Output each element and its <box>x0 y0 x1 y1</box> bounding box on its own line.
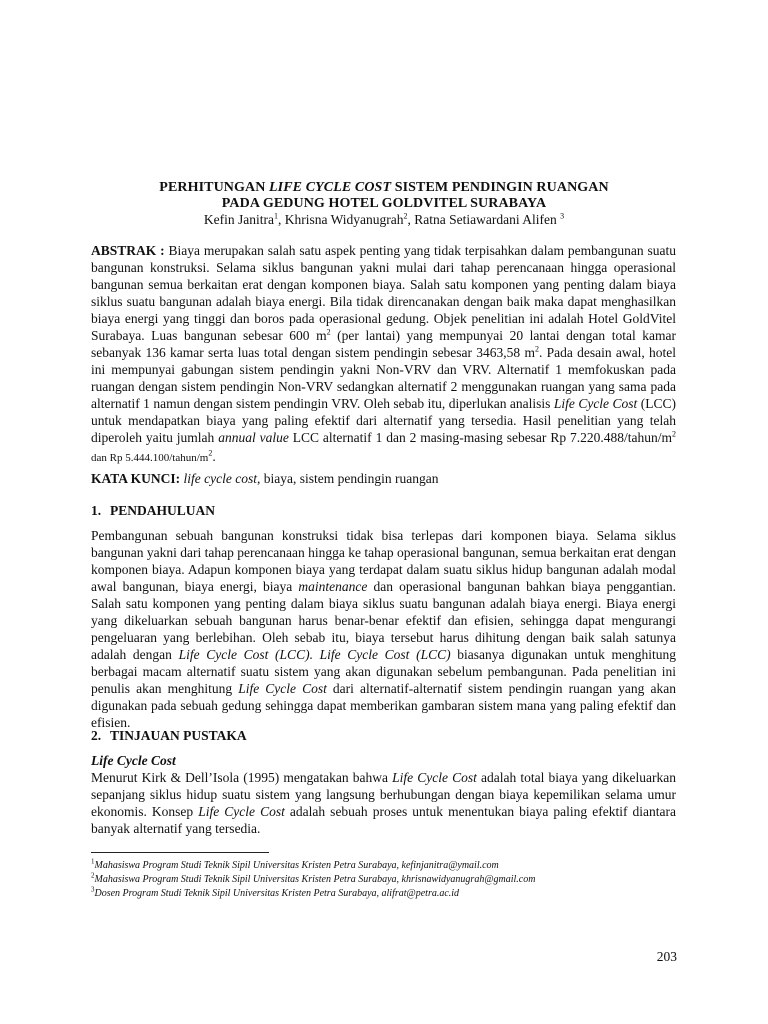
paper-title-line-1 <box>0 180 768 196</box>
paper-title-line-2: PADA GEDUNG HOTEL GOLDVITEL SURABAYA <box>221 196 547 211</box>
section-heading-tinjauan-pustaka: 2. TINJAUAN PUSTAKA <box>91 728 247 743</box>
author-name: Kefin Janitra <box>203 212 274 227</box>
footnote: $^1$Mahasiswa Program Studi Teknik Sipil Universitas Kristen Petra Surabaya, kefinjanitra@ymail.com <box>91 857 499 871</box>
page-number: 203 <box>656 949 677 964</box>
keywords-line: KATA KUNCI: life cycle cost, biaya, sistem pendingin ruangan <box>91 471 439 486</box>
subsection-heading-lcc: Life Cycle Cost <box>91 753 176 768</box>
author-affiliation-mark: 3 <box>560 211 565 221</box>
footnote: $^2$Mahasiswa Program Studi Teknik Sipil Universitas Kristen Petra Surabaya, khrisnawidyanugrah@gmail.com <box>91 871 536 885</box>
author-name: Khrisna Widyanugrah <box>284 212 404 227</box>
literature-paragraph: Menurut Kirk & Dell’Isola (1995) mengatakan bahwa Life Cycle Cost adalah total biaya yang dikeluarkan sepanjang siklus hidup suatu sistem yang langsung berhubungan dengan biaya kepemilikan selama umur ekonomis. Konsep Life Cycle Cost adalah sebuah proses untuk menentukan biaya paling efektif diantara banyak alternatif yang tersedia. <box>91 770 676 836</box>
title-italic-text: LIFE CYCLE COST <box>269 180 392 195</box>
author-affiliation-mark: 1 <box>273 211 278 221</box>
keywords-label: KATA KUNCI: <box>91 471 181 486</box>
author-affiliation-mark: 2 <box>403 211 408 221</box>
author-name: Ratna Setiawardani Alifen <box>414 212 561 227</box>
footnote: $^3$Dosen Program Studi Teknik Sipil Universitas Kristen Petra Surabaya, alifrat@petra.ac.id <box>91 885 460 899</box>
introduction-paragraph: Pembangunan sebuah bangunan konstruksi tidak bisa terlepas dari komponen biaya. Selama siklus bangunan yakni dari tahap perencanaan hingga ke tahap operasional bangunan, semua berkaitan erat dengan komponen biaya. Adapun komponen biaya yang terdapat dalam suatu siklus hidup bangunan adalah modal awal bangunan, biaya energi, biaya maintenance dan operasional bangunan bahkan biaya penggantian. Salah satu komponen yang penting dalam biaya siklus suatu bangunan adalah biaya energi. Biaya energi yang dikeluarkan sebuah bangunan harus benar-benar efektif dan efisien, sehingga dapat mengurangi pengeluaran yang berlebihan. Oleh sebab itu, biaya tersebut harus dihitung dengan baik salah satunya adalah dengan Life Cycle Cost (LCC). Life Cycle Cost (LCC) biasanya digunakan untuk menghitung berbagai macam alternatif suatu sistem yang akan digunakan sebelum pembangunan. Pada penelitian ini penulis akan menghitung Life Cycle Cost dari alternatif-alternatif sistem pendingin ruangan yang akan digunakan pada sebuah gedung sehingga dapat memberikan gambaran sistem mana yang paling efektif dan efisien. <box>91 528 677 730</box>
title-text: PERHITUNGAN <box>159 180 270 195</box>
abstract-paragraph: ABSTRAK : Biaya merupakan salah satu aspek penting yang tidak terpisahkan dalam pembangunan suatu bangunan konstruksi. Selama siklus bangunan yakni mulai dari tahap perencanaan hingga operasional bangunan semua berkaitan erat dengan komponen biaya. Salah satu komponen yang penting dalam biaya siklus suatu bangunan adalah biaya energi. Bila tidak direncanakan dengan baik maka dapat menghasilkan biaya energi yang tinggi dan boros pada operasional gedung. Objek penelitian ini adalah Hotel GoldVitel Surabaya. Luas bangunan sebesar 600 $m^2$ (per lantai) yang mempunyai 20 lantai dengan total kamar sebanyak 136 kamar serta luas total dengan sistem pendingin sebesar 3463,58 $m^2$. Pada desain awal, hotel ini mempunyai gabungan sistem pendingin yakni Non-VRV dan VRV. Alternatif 1 memfokuskan pada ruangan dengan sistem pendingin Non-VRV sedangkan alternatif 2 menggunakan ruangan yang sama pada alternatif 1 namun dengan sistem pendingin VRV. Oleh sebab itu, diperlukan analisis Life Cycle Cost (LCC) untuk mendapatkan biaya yang paling efektif dari alternatif yang tersedia. Hasil penelitian yang telah diperoleh yaitu jumlah annual value LCC alternatif 1 dan 2 masing-masing sebesar Rp $7.220.488/tahun/m^2$ dan Rp $5.444.100/tahun/m^2$. <box>91 243 677 464</box>
title-text: SISTEM PENDINGIN RUANGAN <box>391 180 609 195</box>
author-list: Kefin Janitra$^1$, Khrisna Widyanugrah$^2$, Ratna Setiawardani Alifen $^3$ <box>203 211 565 227</box>
abstract-label: ABSTRAK : <box>91 243 165 258</box>
footnote-divider <box>91 852 269 853</box>
section-heading-pendahuluan: 1. PENDAHULUAN <box>91 503 216 518</box>
